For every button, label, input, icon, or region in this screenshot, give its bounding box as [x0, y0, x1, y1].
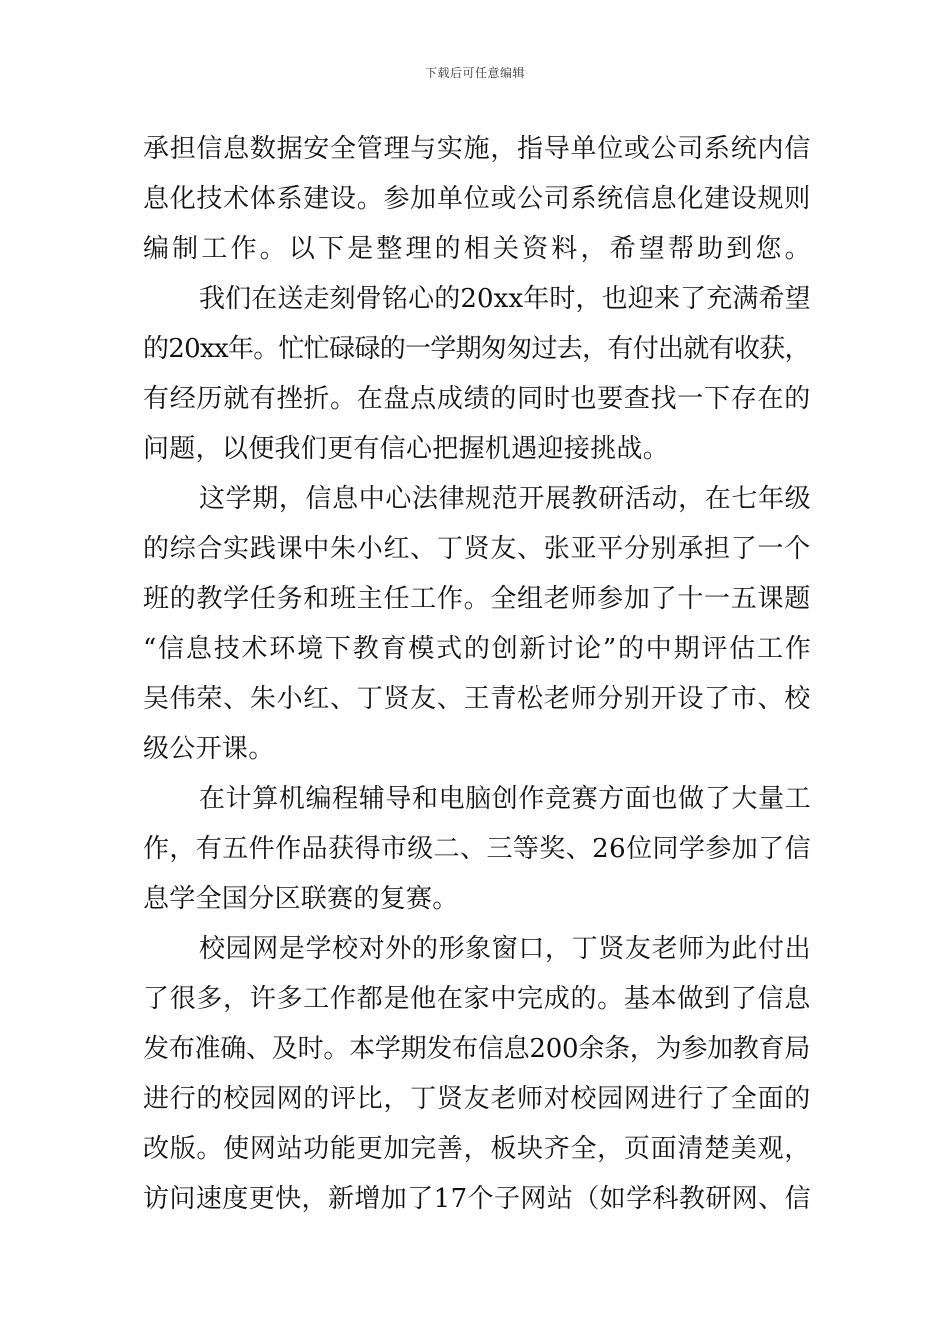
text-line: 吴伟荣、朱小红、丁贤友、王青松老师分别开设了市、校 [143, 684, 811, 714]
text-line: 的综合实践课中朱小红、丁贤友、张亚平分别承担了一个 [143, 534, 811, 564]
text-line: 作，有五件作品获得市级二、三等奖、26位同学参加了信 [143, 834, 812, 864]
document-body [143, 124, 814, 1224]
text-line: 发布准确、及时。本学期发布信息200余条，为参加教育局 [143, 1034, 811, 1064]
paragraph-first-line: 这学期，信息中心法律规范开展教研活动，在七年级 [199, 484, 812, 514]
paragraph-first-line: 在计算机编程辅导和电脑创作竞赛方面也做了大量工 [199, 784, 812, 814]
text-line: 问题，以便我们更有信心把握机遇迎接挑战。 [143, 434, 670, 464]
text-line: 改版。使网站功能更加完善，板块齐全，页面清楚美观， [143, 1134, 811, 1164]
text-line: 息学全国分区联赛的复赛。 [143, 884, 459, 914]
text-line: 编制工作。以下是整理的相关资料，希望帮助到您。 [143, 234, 814, 264]
page-header: 下载后可任意编辑 [424, 66, 525, 80]
text-line: 的20xx年。忙忙碌碌的一学期匆匆过去，有付出就有收获， [143, 334, 810, 364]
text-line: “信息技术环境下教育模式的创新讨论”的中期评估工作 [143, 634, 813, 664]
text-line: 级公开课。 [143, 734, 275, 764]
text-line: 有经历就有挫折。在盘点成绩的同时也要查找一下存在的 [143, 384, 811, 414]
paragraph-first-line: 我们在送走刻骨铭心的20xx年时，也迎来了充满希望 [199, 284, 811, 314]
text-line: 班的教学任务和班主任工作。全组老师参加了十一五课题 [143, 584, 811, 614]
text-line: 了很多，许多工作都是他在家中完成的。基本做到了信息 [143, 984, 811, 1014]
text-line: 访问速度更快，新增加了17个子网站（如学科教研网、信 [143, 1184, 812, 1214]
text-line: 进行的校园网的评比，丁贤友老师对校园网进行了全面的 [143, 1084, 811, 1114]
paragraph-first-line: 校园网是学校对外的形象窗口，丁贤友老师为此付出 [199, 934, 812, 964]
text-line: 承担信息数据安全管理与实施，指导单位或公司系统内信 [143, 134, 811, 164]
text-line: 息化技术体系建设。参加单位或公司系统信息化建设规则 [143, 184, 811, 214]
